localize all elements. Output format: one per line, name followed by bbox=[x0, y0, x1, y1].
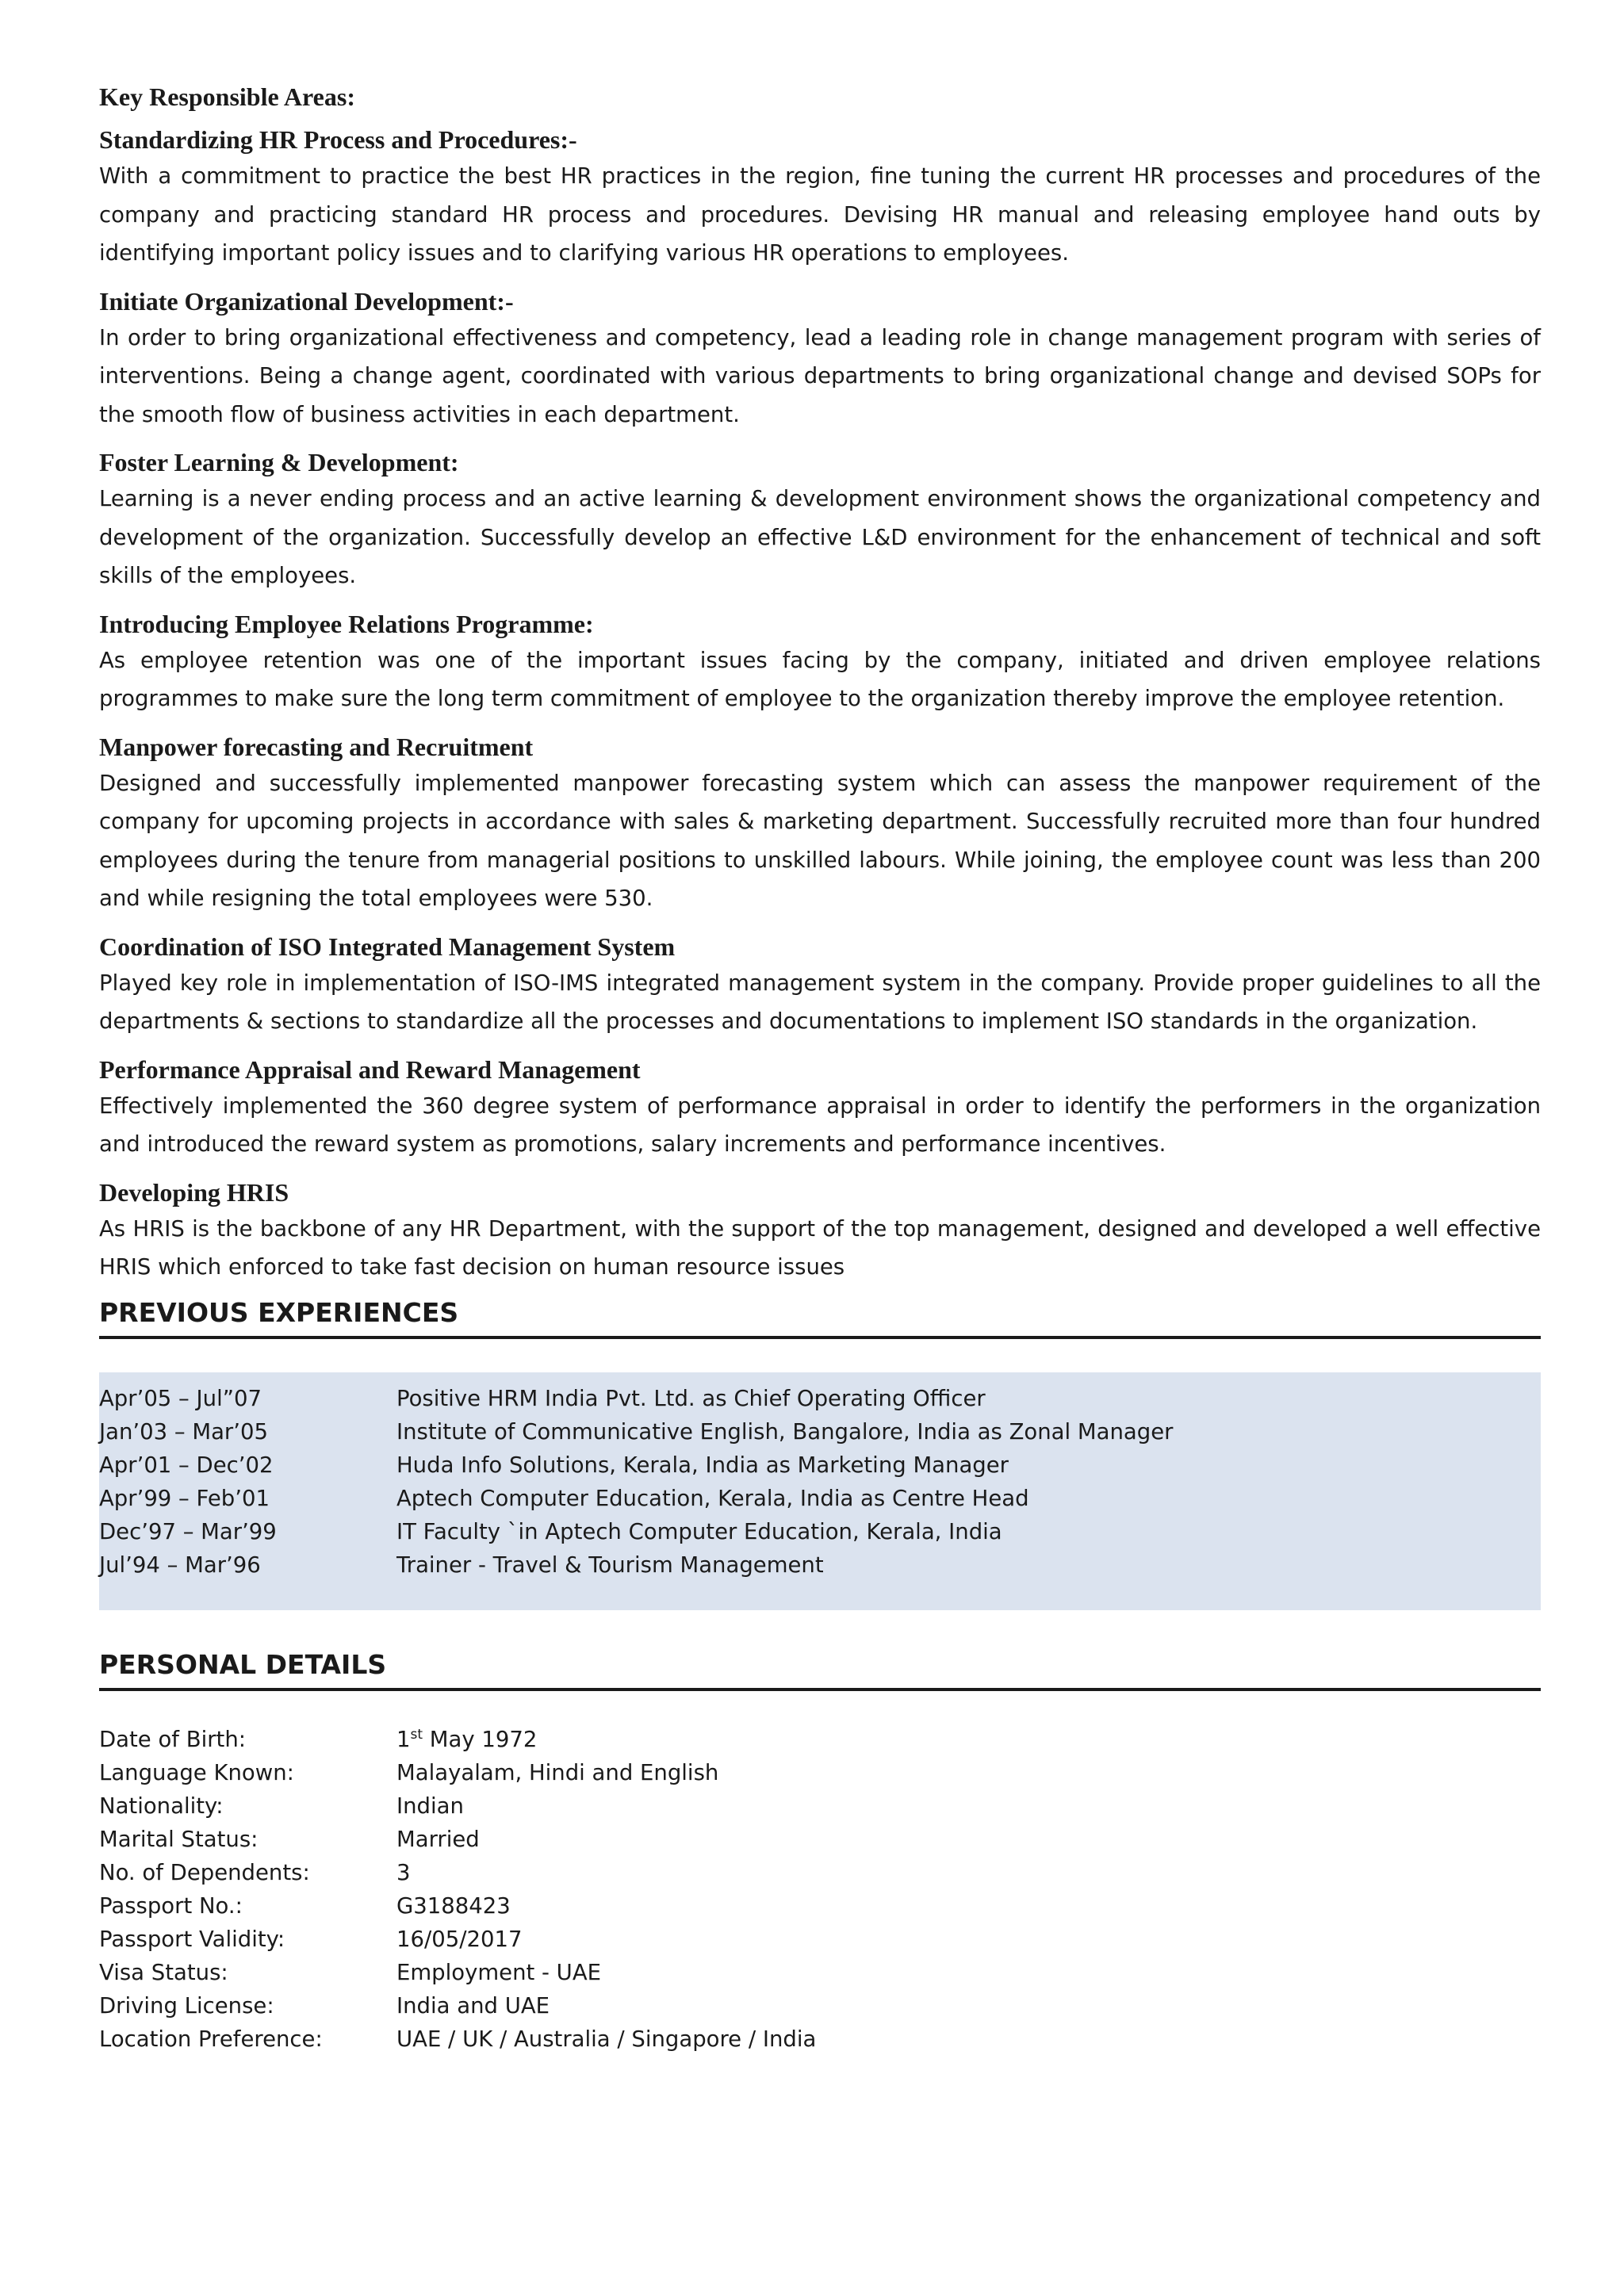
personal-value: India and UAE bbox=[396, 1992, 550, 2019]
personal-row bbox=[99, 1923, 1541, 1956]
personal-label: Location Preference: bbox=[99, 2026, 323, 2052]
personal-row bbox=[99, 2022, 1541, 2056]
personal-details-list bbox=[99, 1723, 1541, 2056]
section-title: Manpower forecasting and Recruitment bbox=[99, 732, 534, 761]
previous-experiences bbox=[99, 1295, 1541, 1610]
experience-period: Apr’99 – Feb’01 bbox=[99, 1485, 270, 1511]
experience-row bbox=[99, 1548, 1541, 1582]
resume-page bbox=[99, 79, 1541, 2056]
kra-section-hr-process bbox=[99, 122, 1541, 273]
personal-row bbox=[99, 1989, 1541, 2022]
personal-row-dob bbox=[99, 1723, 1541, 1756]
personal-label: Visa Status: bbox=[99, 1959, 228, 1985]
personal-details bbox=[99, 1647, 1541, 2056]
personal-value: Indian bbox=[396, 1793, 464, 1819]
personal-details-heading: PERSONAL DETAILS bbox=[99, 1647, 1541, 1691]
personal-value: Malayalam, Hindi and English bbox=[396, 1759, 719, 1785]
personal-label: Marital Status: bbox=[99, 1826, 259, 1852]
experience-row bbox=[99, 1515, 1541, 1548]
experience-period: Dec’97 – Mar’99 bbox=[99, 1518, 277, 1544]
kra-section-hris bbox=[99, 1175, 1541, 1287]
section-body: In order to bring organizational effectiveness and competency, lead a leading role in change management program with series of interventions. Being a change agent, coordinated with various departments to bring organizational change and devised SOPs for the smooth flow of business activities in each department. bbox=[99, 324, 1541, 427]
previous-experiences-heading: PREVIOUS EXPERIENCES bbox=[99, 1295, 1541, 1339]
personal-value: Employment - UAE bbox=[396, 1959, 602, 1985]
section-body: Learning is a never ending process and an active learning & development environment shows the organizational competency and development of the organization. Successfully develop an effective L&D environment for the enhancement of technical and soft skills of the employees. bbox=[99, 486, 1541, 588]
personal-label: No. of Dependents: bbox=[99, 1859, 310, 1885]
experience-role: IT Faculty `in Aptech Computer Education, Kerala, India bbox=[396, 1518, 1002, 1544]
personal-row bbox=[99, 1756, 1541, 1789]
personal-label: Language Known: bbox=[99, 1759, 294, 1785]
experience-period: Apr’05 – Jul”07 bbox=[99, 1385, 262, 1411]
personal-row bbox=[99, 1956, 1541, 1989]
personal-value: 3 bbox=[396, 1859, 411, 1885]
kra-section-org-development bbox=[99, 284, 1541, 434]
section-title: Initiate Organizational Development:- bbox=[99, 286, 514, 316]
kra-section-manpower bbox=[99, 729, 1541, 918]
section-body: Designed and successfully implemented manpower forecasting system which can assess the manpower requirement of the company for upcoming projects in accordance with sales & marketing department. Successfully recruited more than four hundred employees during the tenure from managerial positions to unskilled labours. While joining, the employee count was less than 200 and while resigning the total employees were 530. bbox=[99, 770, 1541, 911]
section-title: Standardizing HR Process and Procedures:- bbox=[99, 125, 577, 154]
personal-value: Married bbox=[396, 1826, 480, 1852]
dob-rest: May 1972 bbox=[423, 1726, 538, 1752]
experience-role: Aptech Computer Education, Kerala, India as Centre Head bbox=[396, 1485, 1029, 1511]
kra-section-iso bbox=[99, 929, 1541, 1041]
personal-row bbox=[99, 1856, 1541, 1889]
kra-section-learning bbox=[99, 445, 1541, 595]
section-title: Foster Learning & Development: bbox=[99, 448, 459, 476]
personal-value: G3188423 bbox=[396, 1892, 511, 1919]
kra-section-performance bbox=[99, 1052, 1541, 1164]
personal-label: Driving License: bbox=[99, 1992, 274, 2019]
personal-label: Date of Birth: bbox=[99, 1726, 247, 1752]
section-title: Introducing Employee Relations Programme: bbox=[99, 609, 594, 638]
section-body: Played key role in implementation of ISO-IMS integrated management system in the company. Provide proper guidelines to all the departments & sections to standardize all the processes and documentations to implement ISO standards in the organization. bbox=[99, 970, 1541, 1034]
section-body: With a commitment to practice the best HR practices in the region, fine tuning the current HR processes and procedures of the company and practicing standard HR process and procedures. Devising HR manual and releasing employee hand outs by identifying important policy issues and to clarifying various HR operations to employees. bbox=[99, 163, 1541, 266]
personal-value bbox=[396, 1723, 1541, 1756]
experience-row bbox=[99, 1482, 1541, 1515]
personal-row bbox=[99, 1889, 1541, 1923]
personal-row bbox=[99, 1789, 1541, 1823]
key-responsible-areas bbox=[99, 79, 1541, 1287]
experience-role: Huda Info Solutions, Kerala, India as Marketing Manager bbox=[396, 1452, 1009, 1478]
kra-section-employee-relations bbox=[99, 607, 1541, 718]
section-body: Effectively implemented the 360 degree system of performance appraisal in order to identify the performers in the organization and introduced the reward system as promotions, salary increments and performance incentives. bbox=[99, 1093, 1541, 1157]
experience-role: Institute of Communicative English, Bangalore, India as Zonal Manager bbox=[396, 1418, 1174, 1445]
experience-table bbox=[99, 1372, 1541, 1610]
experience-period: Jul’94 – Mar’96 bbox=[99, 1552, 261, 1578]
personal-label: Nationality: bbox=[99, 1793, 224, 1819]
experience-row bbox=[99, 1382, 1541, 1415]
section-body: As HRIS is the backbone of any HR Department, with the support of the top management, designed and developed a well effective HRIS which enforced to take fast decision on human resource issues bbox=[99, 1215, 1541, 1280]
section-title: Performance Appraisal and Reward Management bbox=[99, 1054, 641, 1084]
section-title: Developing HRIS bbox=[99, 1177, 289, 1207]
personal-value: 16/05/2017 bbox=[396, 1926, 523, 1952]
section-title: Coordination of ISO Integrated Management System bbox=[99, 932, 676, 961]
experience-role: Positive HRM India Pvt. Ltd. as Chief Operating Officer bbox=[396, 1385, 986, 1411]
kra-heading: Key Responsible Areas: bbox=[99, 82, 355, 111]
experience-row bbox=[99, 1448, 1541, 1482]
personal-value: UAE / UK / Australia / Singapore / India bbox=[396, 2026, 817, 2052]
experience-role: Trainer - Travel & Tourism Management bbox=[396, 1552, 824, 1578]
experience-period: Apr’01 – Dec’02 bbox=[99, 1452, 274, 1478]
section-body: As employee retention was one of the important issues facing by the company, initiated and driven employee relations programmes to make sure the long term commitment of employee to the organization thereby improve the employee retention. bbox=[99, 647, 1541, 711]
personal-label: Passport Validity: bbox=[99, 1926, 285, 1952]
dob-day: 1 bbox=[396, 1726, 411, 1752]
dob-day-suffix: st bbox=[410, 1726, 423, 1743]
personal-label: Passport No.: bbox=[99, 1892, 243, 1919]
personal-row bbox=[99, 1823, 1541, 1856]
experience-row bbox=[99, 1415, 1541, 1448]
experience-period: Jan’03 – Mar’05 bbox=[99, 1418, 268, 1445]
